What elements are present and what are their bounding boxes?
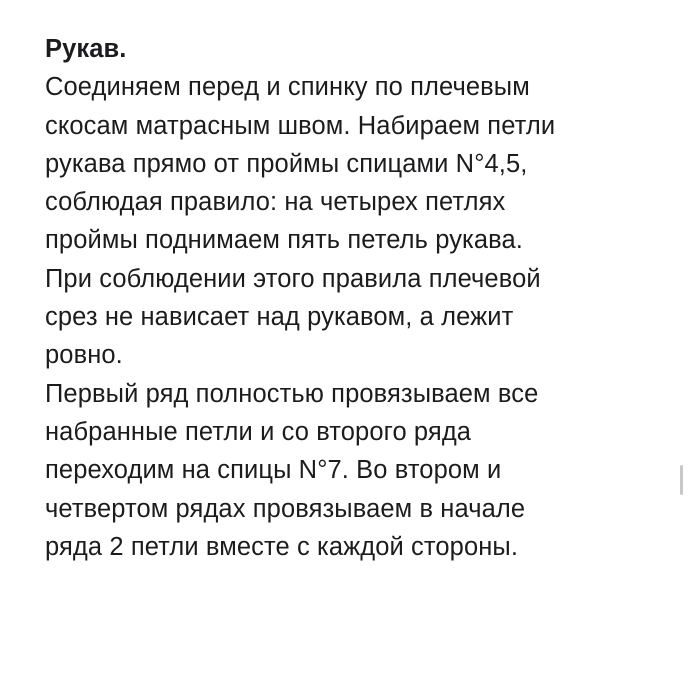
note-line: набранные петли и со второго ряда [45,417,472,446]
note-line: рукава прямо от проймы спицами N°4,5, [45,149,528,178]
scroll-indicator[interactable] [680,465,683,495]
note-line: Первый ряд полностью провязываем все [45,379,539,408]
note-line: ряда 2 петли вместе с каждой стороны. [45,532,519,561]
note-line: ровно. [45,341,123,370]
note-line: При соблюдении этого правила плечевой [45,264,541,293]
note-line: четвертом рядах провязываем в начале [45,494,526,523]
note-line: соблюдая правило: на четырех петлях [45,188,506,217]
note-line: Соединяем перед и спинку по плечевым [45,73,530,102]
note-line: проймы поднимаем пять петель рукава. [45,226,523,255]
note-body [45,30,665,566]
note-line: скосам матрасным швом. Набираем петли [45,111,556,140]
note-heading: Рукав. [45,35,127,63]
note-line: срез не нависает над рукавом, а лежит [45,303,514,332]
note-line: переходим на спицы N°7. Во втором и [45,456,502,485]
